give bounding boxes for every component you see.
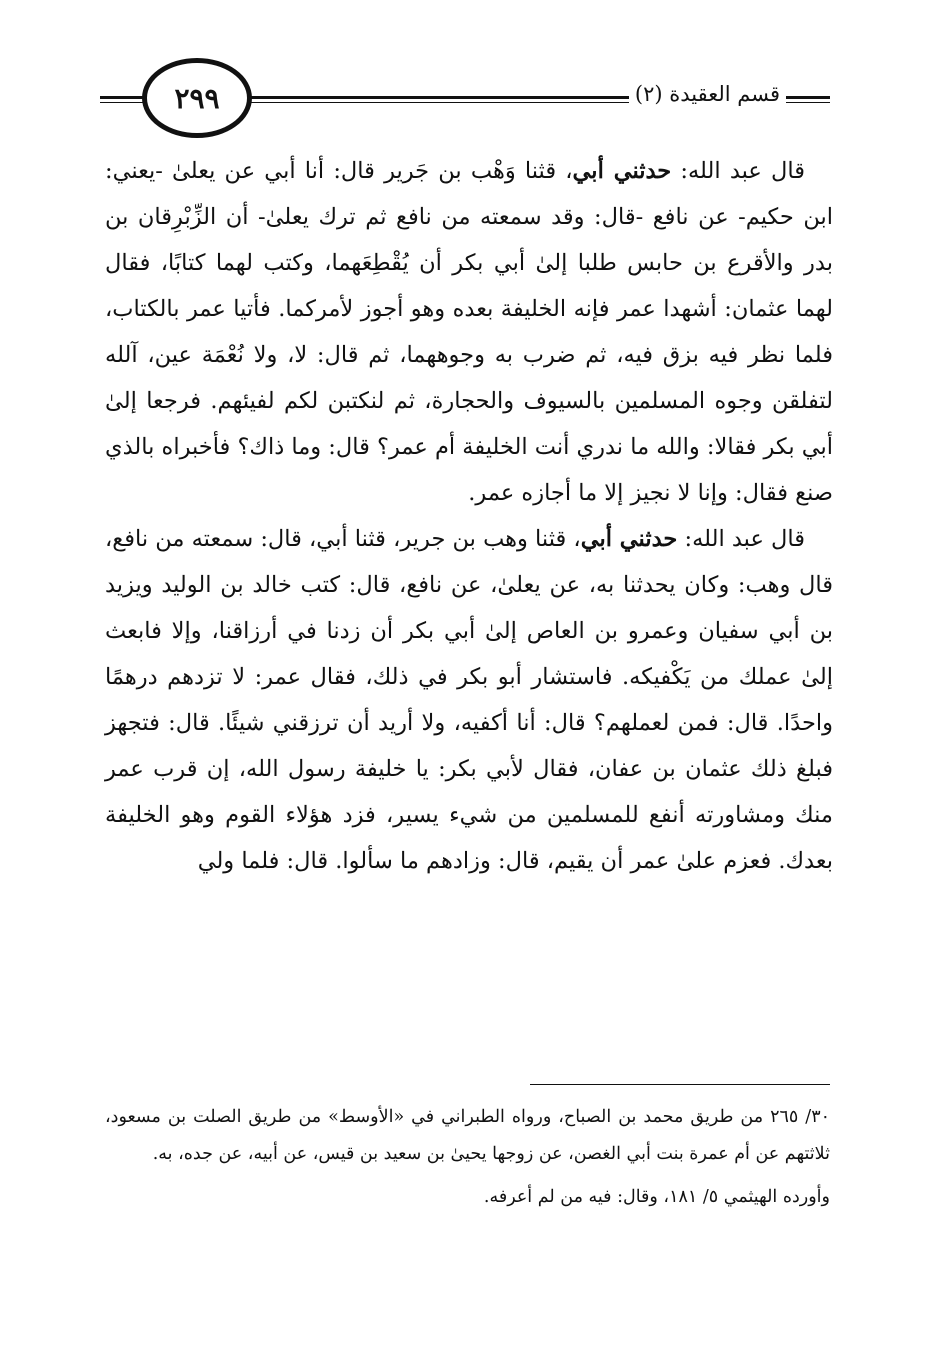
paragraph-intro: قال عبد الله:	[671, 158, 805, 184]
paragraph-bold-phrase: حدثني أبي	[580, 526, 678, 552]
paragraph-bold-phrase: حدثني أبي	[572, 158, 672, 184]
paragraph-text: ، قثنا وهب بن جرير، قثنا أبي، قال: سمعته من نافع، قال وهب: وكان يحدثنا به، عن يعلىٰ، عن نافع، قال: كتب خالد بن الوليد ويزيد بن أبي سفيان وعمرو بن العاص إلىٰ أبي بكر أن زدنا في أرزاقنا، وإلا فابعث إلىٰ عملك من يَكْفيكه. فاستشار أبو بكر في ذلك، فقال عمر: لا تزدهم درهمًا واحدًا. قال: فمن لعملهم؟ قال: أنا أكفيه، ولا أريد أن ترزقني شيئًا. قال: فتجهز فبلغ ذلك عثمان بن عفان، فقال لأبي بكر: يا خليفة رسول الله، إن قرب عمر منك ومشاورته أنفع للمسلمين من شيء يسير، فزد هؤلاء القوم وهو الخليفة بعدك. فعزم علىٰ عمر أن يقيم، قال: وزادهم ما سألوا. قال: فلما ولي	[105, 526, 833, 874]
running-title: قسم العقيدة (٢)	[629, 82, 786, 106]
header-rule-right	[786, 96, 830, 103]
page-number-oval	[142, 58, 252, 138]
page-header	[100, 58, 830, 144]
footnotes	[105, 1099, 830, 1216]
footnote-separator	[530, 1084, 830, 1085]
main-text	[105, 148, 833, 884]
paragraph-intro: قال عبد الله:	[677, 526, 806, 552]
paragraph	[105, 148, 833, 516]
paragraph	[105, 516, 833, 884]
footnote: ٣٠/ ٢٦٥ من طريق محمد بن الصباح، ورواه الطبراني في «الأوسط» من طريق الصلت بن مسعود، ثلاثتهم عن أم عمرة بنت أبي الغصن، عن زوجها يحيىٰ بن سعيد بن قيس، عن أبيه، عن جده، به.	[105, 1107, 831, 1164]
page-number: ٢٩٩	[174, 81, 220, 115]
paragraph-text: ، قثنا وَهْب بن جَرير قال: أنا أبي عن يعلىٰ -يعني: ابن حكيم- عن نافع -قال: وقد سمعته من نافع ثم ترك يعلىٰ- أن الزِّبْرِقان بن بدر والأقرع بن حابس طلبا إلىٰ أبي بكر أن يُقْطِعَهما، وكتب لهما كتابًا، فقال لهما عثمان: أشهدا عمر فإنه الخليفة بعده وهو أجوز لأمركما. فأتيا عمر بالكتاب، فلما نظر فيه بزق فيه، ثم ضرب به وجوههما، ثم قال: لا، ولا نُعْمَة عين، آلله لتفلقن وجوه المسلمين بالسيوف والحجارة، ثم لنكتبن لكم لفيئهم. فرجعا إلىٰ أبي بكر فقالا: والله ما ندري أنت الخليفة أم عمر؟ قال: وما ذاك؟ فأخبراه بالذي صنع فقال: وإنا لا نجيز إلا ما أجازه عمر.	[105, 158, 833, 506]
footnote: وأورده الهيثمي ٥/ ١٨١، وقال: فيه من لم أعرفه.	[483, 1187, 830, 1207]
